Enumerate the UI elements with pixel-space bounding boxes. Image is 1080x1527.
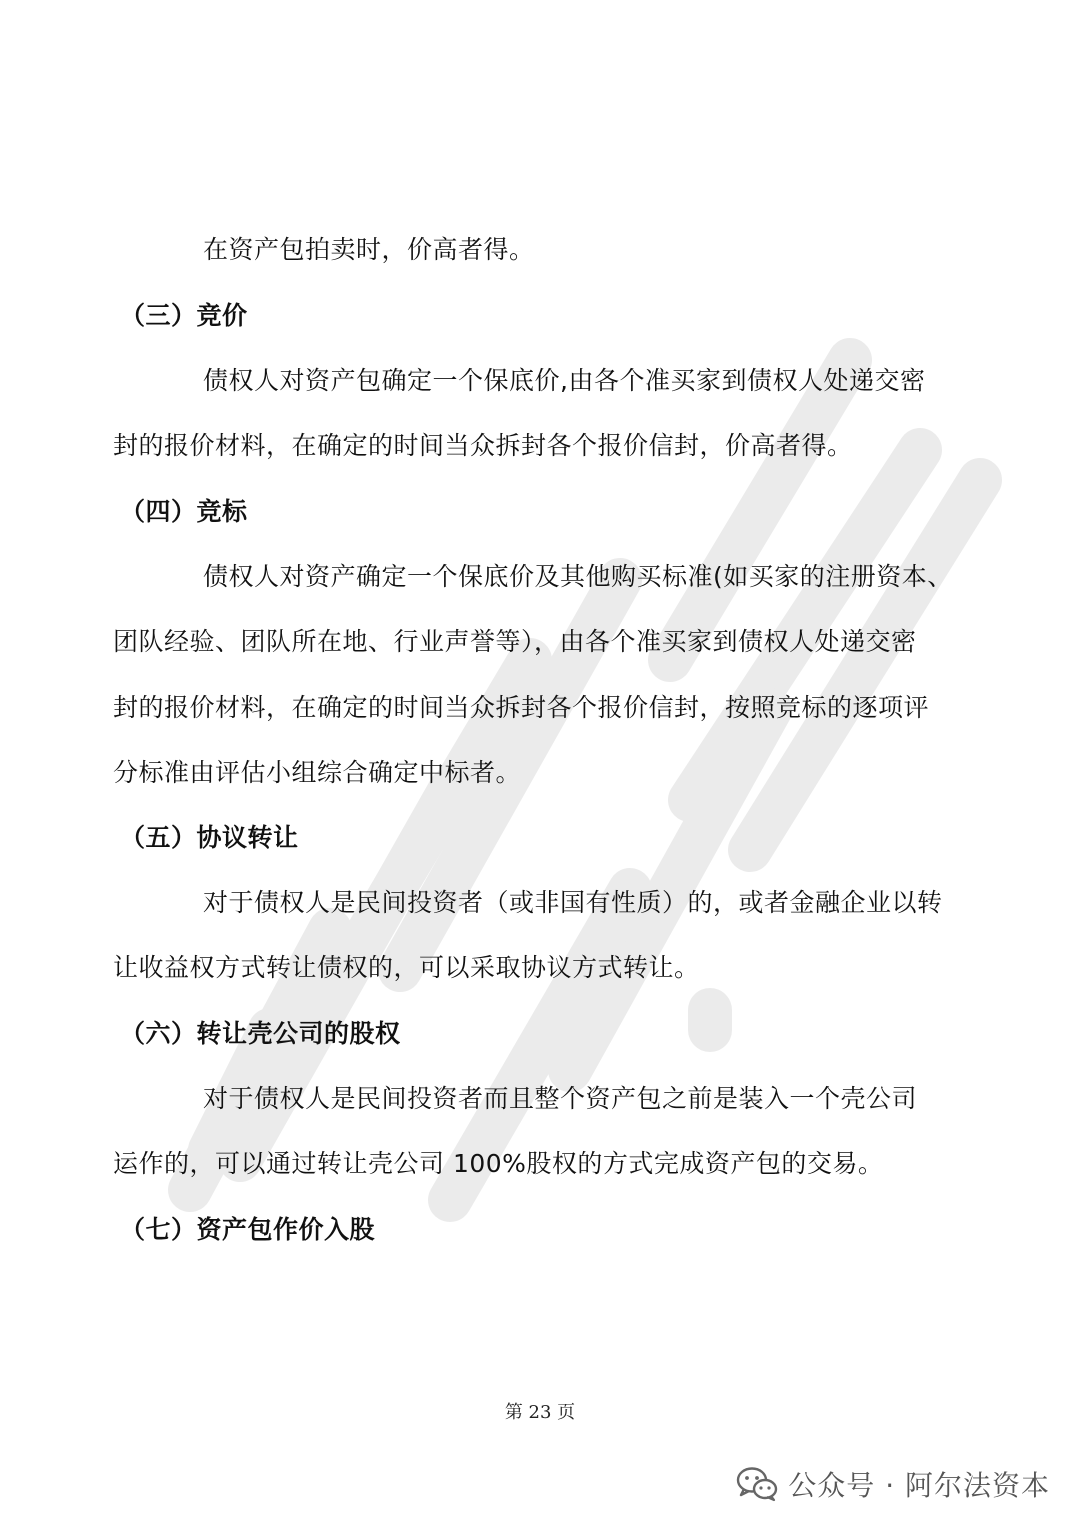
paragraph-line: 封的报价材料，在确定的时间当众拆封各个报价信封，按照竞标的逐项评 [113,693,930,722]
section-heading-4: （四）竞标 [120,497,248,526]
paragraph-line: 运作的，可以通过转让壳公司 100%股权的方式完成资产包的交易。 [113,1149,884,1178]
wechat-icon [736,1466,778,1502]
paragraph-line: 分标准由评估小组综合确定中标者。 [113,758,522,787]
page-number: 第 23 页 [504,1402,576,1423]
paragraph-line: 团队经验、团队所在地、行业声誉等），由各个准买家到债权人处递交密 [113,627,917,656]
paragraph-line: 债权人对资产确定一个保底价及其他购买标准(如买家的注册资本、 [203,562,953,591]
section-heading-6: （六）转让壳公司的股权 [120,1019,401,1048]
paragraph-line: 让收益权方式转让债权的，可以采取协议方式转让。 [113,953,700,982]
section-heading-3: （三）竞价 [120,301,248,330]
section-heading-7: （七）资产包作价入股 [120,1215,376,1244]
section-heading-5: （五）协议转让 [120,823,299,852]
paragraph-line: 在资产包拍卖时，价高者得。 [203,235,535,264]
paragraph-line: 对于债权人是民间投资者而且整个资产包之前是装入一个壳公司 [203,1084,918,1113]
paragraph-line: 封的报价材料，在确定的时间当众拆封各个报价信封，价高者得。 [113,431,853,460]
paragraph-line: 对于债权人是民间投资者（或非国有性质）的，或者金融企业以转 [203,888,943,917]
wechat-brand[interactable] [736,1462,1050,1506]
brand-label: 公众号 · 阿尔法资本 [788,1469,1050,1502]
paragraph-line: 债权人对资产包确定一个保底价,由各个准买家到债权人处递交密 [203,366,926,395]
